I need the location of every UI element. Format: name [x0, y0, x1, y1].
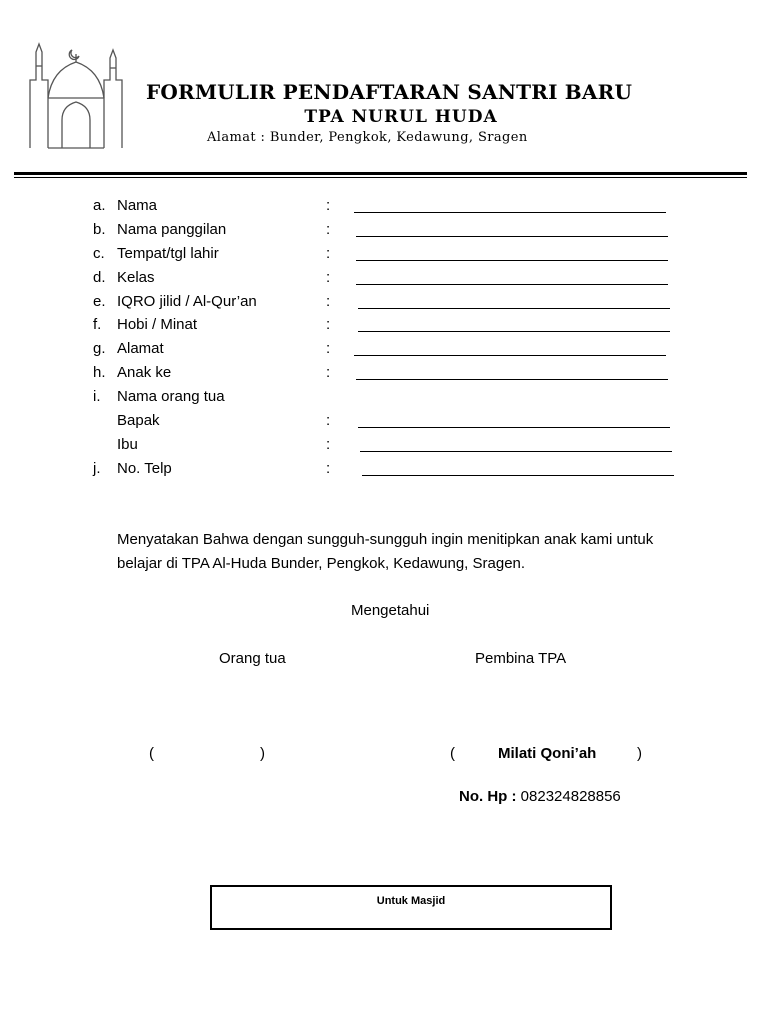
form-row [0, 460, 768, 482]
form-row-label: Nama [117, 197, 158, 214]
form-row-colon: : [326, 316, 331, 333]
form-row [0, 364, 768, 386]
form-row-label: Anak ke [117, 364, 172, 381]
supervisor-signature-label: Pembina TPA [475, 650, 567, 667]
form-row-colon: : [326, 460, 331, 477]
form-row-fill-line[interactable] [356, 379, 668, 380]
form-title: FORMULIR PENDAFTARAN SANTRI BARU [146, 80, 633, 104]
form-row-label: Tempat/tgl lahir [117, 245, 219, 262]
form-row-label: Nama orang tua [117, 388, 225, 405]
form-row [0, 245, 768, 267]
form-row-letter: g. [93, 340, 106, 357]
form-row-letter: e. [93, 293, 106, 310]
supervisor-name-open-paren: ( [450, 745, 455, 762]
form-row-colon: : [326, 245, 331, 262]
form-row-colon: : [326, 364, 331, 381]
form-row [0, 412, 768, 434]
form-row-fill-line[interactable] [356, 236, 668, 237]
supervisor-name: Milati Qoni’ah [498, 745, 597, 762]
form-row [0, 293, 768, 315]
form-row-label: Bapak [117, 412, 160, 429]
form-row [0, 340, 768, 362]
form-row [0, 197, 768, 219]
form-row-fill-line[interactable] [356, 284, 668, 285]
form-row [0, 436, 768, 458]
form-row-label: Ibu [117, 436, 138, 453]
declaration-statement: Menyatakan Bahwa dengan sungguh-sungguh ingin menitipkan anak kami untuk belajar di TPA Al-Huda Bunder, Pengkok, Kedawung, Sragen. [117, 531, 654, 572]
form-row-letter: i. [93, 388, 101, 405]
form-row-colon: : [326, 340, 331, 357]
form-row-colon: : [326, 269, 331, 286]
supervisor-name-close-paren: ) [637, 745, 642, 762]
form-row-colon: : [326, 293, 331, 310]
parent-name-close-paren: ) [260, 745, 265, 762]
form-row-letter: f. [93, 316, 102, 333]
parent-signature-label: Orang tua [219, 650, 286, 667]
form-row [0, 316, 768, 338]
mosque-use-box [210, 885, 612, 930]
form-row-fill-line[interactable] [358, 427, 670, 428]
form-row-fill-line[interactable] [354, 212, 666, 213]
form-row [0, 269, 768, 291]
form-row [0, 221, 768, 243]
form-row-label: IQRO jilid / Al-Qur’an [117, 293, 257, 310]
mosque-use-label: Untuk Masjid [376, 895, 446, 907]
form-row-label: Kelas [117, 269, 155, 286]
mosque-logo-icon [22, 40, 130, 150]
form-row-colon: : [326, 221, 331, 238]
form-row-fill-line[interactable] [362, 475, 674, 476]
header-divider [14, 172, 747, 175]
parent-name-open-paren: ( [149, 745, 154, 762]
form-row-colon: : [326, 197, 331, 214]
organization-name: TPA NURUL HUDA [304, 107, 498, 127]
header-divider-thin [14, 177, 747, 178]
form-row-fill-line[interactable] [354, 355, 666, 356]
form-row-letter: d. [93, 269, 106, 286]
form-row-label: Hobi / Minat [117, 316, 198, 333]
form-row-colon: : [326, 412, 331, 429]
form-row-letter: j. [93, 460, 101, 477]
form-row [0, 388, 768, 410]
form-row-fill-line[interactable] [360, 451, 672, 452]
form-row-colon: : [326, 436, 331, 453]
form-row-letter: b. [93, 221, 106, 238]
form-row-letter: c. [93, 245, 105, 262]
form-row-fill-line[interactable] [358, 308, 670, 309]
phone-label: No. Hp : [459, 788, 517, 805]
supervisor-phone [459, 788, 621, 805]
form-row-label: Nama panggilan [117, 221, 227, 238]
form-row-fill-line[interactable] [356, 260, 668, 261]
organization-address: Alamat : Bunder, Pengkok, Kedawung, Sragen [207, 130, 528, 145]
phone-number: 082324828856 [520, 788, 621, 805]
form-row-fill-line[interactable] [358, 331, 670, 332]
form-row-letter: a. [93, 197, 106, 214]
form-row-label: Alamat [117, 340, 164, 357]
form-row-label: No. Telp [117, 460, 172, 477]
acknowledge-label: Mengetahui [351, 602, 430, 619]
form-row-letter: h. [93, 364, 106, 381]
